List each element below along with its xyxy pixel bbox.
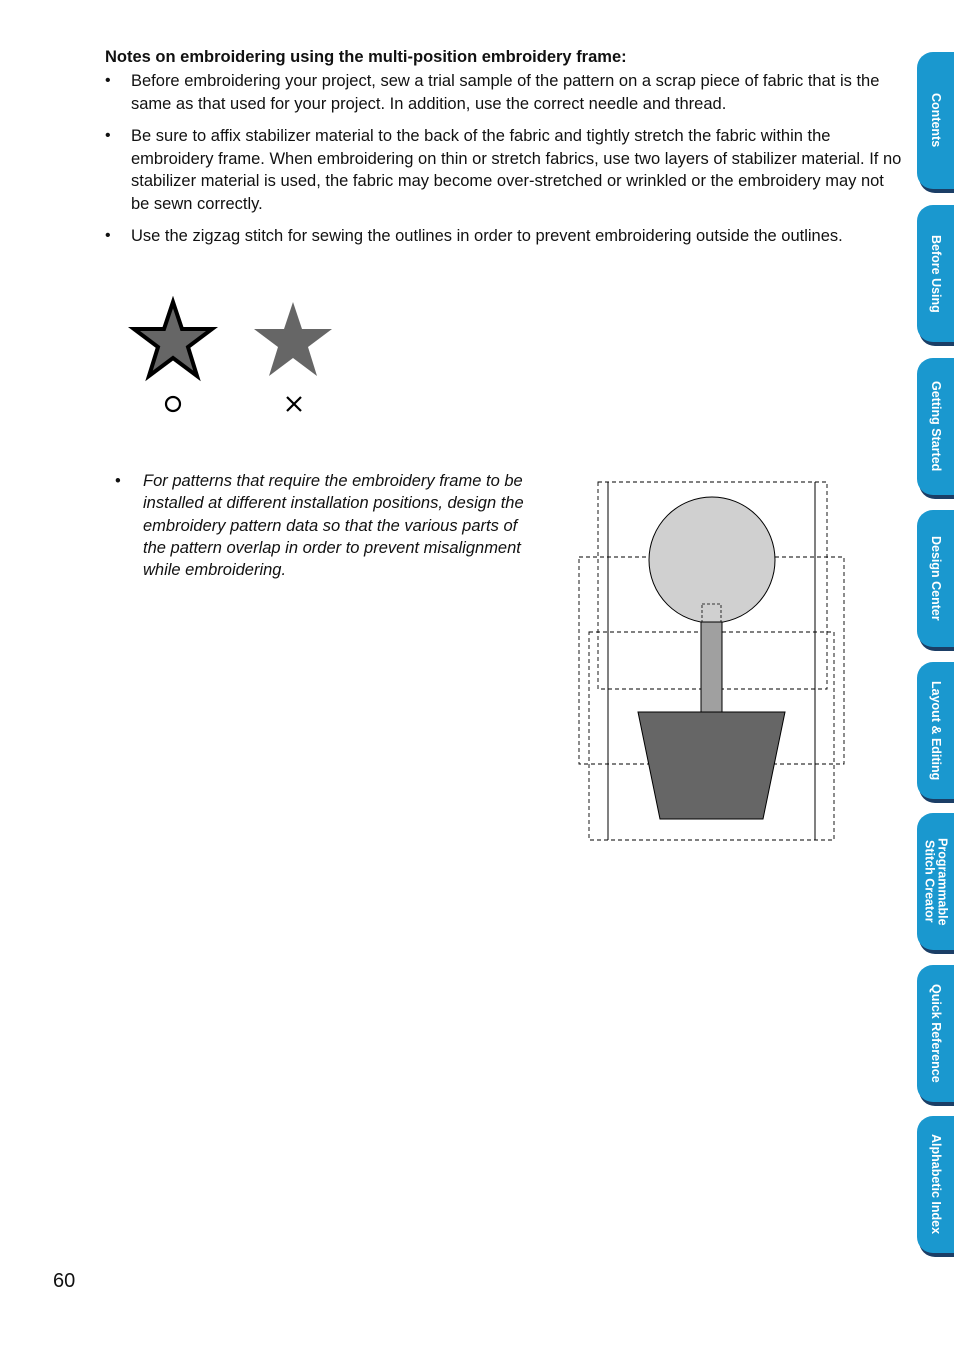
note-text: Use the zigzag stitch for sewing the outlines in order to prevent embroidering outside the outlines. <box>131 227 843 245</box>
bullet-icon: • <box>115 472 121 490</box>
bullet-icon: • <box>105 72 111 89</box>
list-item <box>105 125 905 215</box>
list-item <box>105 225 905 248</box>
section-tabs <box>917 0 954 1348</box>
tab-alphabetic-index[interactable] <box>917 1116 954 1253</box>
notes-heading: Notes on embroidering using the multi-position embroidery frame: <box>105 48 627 66</box>
tab-label: Alphabetic Index <box>929 1134 943 1235</box>
tab-label: Layout & Editing <box>929 680 943 781</box>
page-number: 60 <box>53 1270 76 1292</box>
bullet-icon: • <box>105 227 111 244</box>
tab-programmable-stitch-creator[interactable] <box>917 813 954 950</box>
tab-label: Before Using <box>929 234 943 313</box>
circle-icon <box>166 397 180 411</box>
notes-list <box>105 70 905 258</box>
overlapping-frames-figure <box>576 478 848 844</box>
flower-pot-illustration <box>638 712 785 819</box>
note-text: For patterns that require the embroidery frame to be installed at different installation positions, design the embroidery pattern data so that the various parts of the pattern overlap in order to prevent misalignment while embroidering. <box>143 472 524 580</box>
tab-getting-started[interactable] <box>917 358 954 495</box>
x-icon <box>287 397 301 411</box>
tab-layout-editing[interactable] <box>917 662 954 799</box>
tab-before-using[interactable] <box>917 205 954 342</box>
overlap-note-list <box>115 470 535 581</box>
tab-label: Quick Reference <box>929 984 943 1083</box>
tab-label: Contents <box>929 93 943 148</box>
plain-star-illustration <box>254 302 332 376</box>
list-item <box>115 470 535 581</box>
tab-label: Getting Started <box>929 381 943 472</box>
tab-contents[interactable] <box>917 52 954 189</box>
zigzag-outline-example-figure <box>128 296 348 420</box>
tree-trunk-illustration <box>701 622 722 712</box>
list-item <box>105 70 905 115</box>
note-text: Before embroidering your project, sew a trial sample of the pattern on a scrap piece of fabric that is the same as that used for your project. In addition, use the correct needle and thread. <box>131 72 880 113</box>
outlined-star-illustration <box>134 302 212 376</box>
tab-design-center[interactable] <box>917 510 954 647</box>
tab-quick-reference[interactable] <box>917 965 954 1102</box>
note-text: Be sure to affix stabilizer material to the back of the fabric and tightly stretch the fabric within the embroidery frame. When embroidering on thin or stretch fabrics, use two layers of stabilizer material. If no stabilizer material is used, the fabric may become over-stretched or wrinkled or the embroidery may not be sewn correctly. <box>131 127 902 213</box>
bullet-icon: • <box>105 127 111 144</box>
tab-label: Programmable Stitch Creator <box>922 837 950 926</box>
tab-label: Design Center <box>929 536 943 621</box>
